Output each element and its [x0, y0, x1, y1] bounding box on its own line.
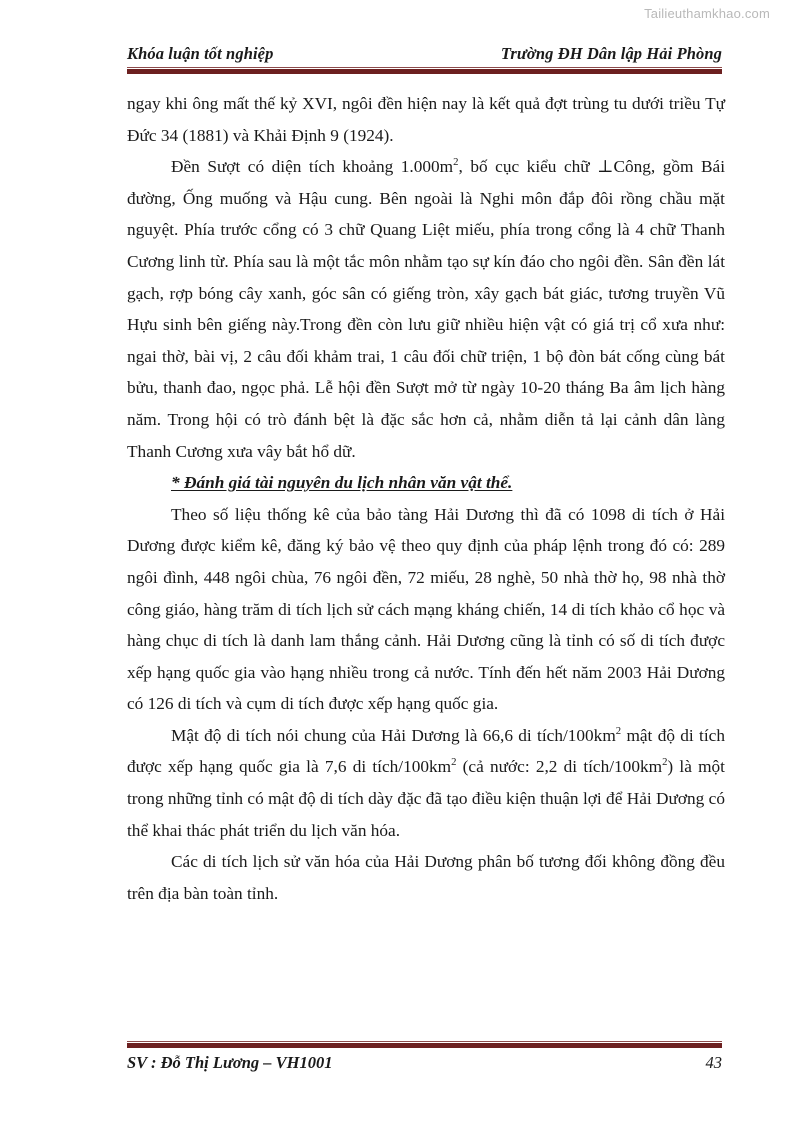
- superscript-km2-first: 2: [615, 725, 622, 738]
- paragraph-den-suot: [127, 151, 725, 467]
- paragraph-density: [127, 720, 725, 846]
- section-heading-text: * Đánh giá tài nguyên du lịch nhân văn vật thể.: [171, 473, 513, 493]
- paragraph-statistics: Theo số liệu thống kê của bảo tàng Hải Dương thì đã có 1098 di tích ở Hải Dương được kiểm kê, đăng ký bảo vệ theo quy định của pháp lệnh trong đó có: 289 ngôi đình, 448 ngôi chùa, 76 ngôi đền, 72 miếu, 28 nghè, 50 nhà thờ họ, 98 nhà thờ công giáo, hàng trăm di tích lịch sử cách mạng kháng chiến, 14 di tích khảo cổ học và hàng chục di tích là danh lam thắng cảnh. Hải Dương cũng là tỉnh có số di tích được xếp hạng quốc gia vào hạng nhiều trong cả nước. Tính đến hết năm 2003 Hải Dương có 126 di tích và cụm di tích được xếp hạng quốc gia.: [127, 504, 725, 714]
- page-footer: [127, 1053, 722, 1073]
- para4-text-b: mật độ di tích được xếp hạng quốc gia là 7,6 di tích/100km: [127, 725, 725, 777]
- para2-text-a: Đền Sượt có diện tích khoảng 1.000m: [171, 157, 454, 177]
- header-divider-rule: [127, 67, 722, 74]
- superscript-km2-second: 2: [451, 756, 457, 769]
- page-number: 43: [705, 1053, 722, 1072]
- paragraph-continuation: ngay khi ông mất thế kỷ XVI, ngôi đền hiện nay là kết quả đợt trùng tu dưới triều Tự Đức 34 (1881) và Khải Định 9 (1924).: [127, 94, 725, 145]
- watermark-text: Tailieuthamkhao.com: [644, 6, 770, 21]
- superscript-km2-third: 2: [662, 756, 668, 769]
- paragraph-distribution: Các di tích lịch sử văn hóa của Hải Dương phân bố tương đối không đồng đều trên địa bàn toàn tỉnh.: [127, 852, 725, 903]
- para4-text-d: ) là một trong những tỉnh có mật độ di tích dày đặc đã tạo điều kiện thuận lợi để Hải Dương có thể khai thác phát triển du lịch văn hóa.: [127, 757, 725, 840]
- section-heading: [127, 467, 725, 499]
- para2-text-b: , bố cục kiểu chữ ⊥Công, gồm Bái đường, Ống muống và Hậu cung. Bên ngoài là Nghi môn đắp đôi rồng chầu mặt nguyệt. Phía trước cổng có 3 chữ Quang Liệt miếu, phía trong cổng là 4 chữ Thanh Cương linh từ. Phía sau là một tắc môn nhằm tạo sự kín đáo cho ngôi đền. Sân đền lát gạch, rợp bóng cây xanh, góc sân có giếng tròn, xây gạch bát giác, tương truyền Vũ Hựu sinh bên giếng này.Trong đền còn lưu giữ nhiều hiện vật có giá trị cổ xưa như: ngai thờ, bài vị, 2 câu đối khảm trai, 1 câu đối chữ triện, 1 bộ đòn bát cống cùng bát bửu, thanh đao, ngọc phả. Lễ hội đền Sượt mở từ ngày 10-20 tháng Ba âm lịch hàng năm. Trong hội có trò đánh bệt là đặc sắc hơn cả, nhằm diễn tả lại cảnh dân làng Thanh Cương xưa vây bắt hổ dữ.: [127, 157, 726, 461]
- header-left-title: Khóa luận tốt nghiệp: [127, 44, 274, 63]
- page-header: [127, 44, 722, 64]
- para4-text-c: (cả nước: 2,2 di tích/100km: [456, 757, 663, 777]
- header-right-institution: Trường ĐH Dân lập Hải Phòng: [500, 44, 722, 63]
- superscript-square-meter: 2: [453, 156, 459, 169]
- document-body: [127, 88, 725, 909]
- footer-divider-rule: [127, 1041, 722, 1048]
- para4-text-a: Mật độ di tích nói chung của Hải Dương là 66,6 di tích/100km: [171, 725, 616, 745]
- footer-student-name: SV : Đỗ Thị Lương – VH1001: [127, 1053, 333, 1072]
